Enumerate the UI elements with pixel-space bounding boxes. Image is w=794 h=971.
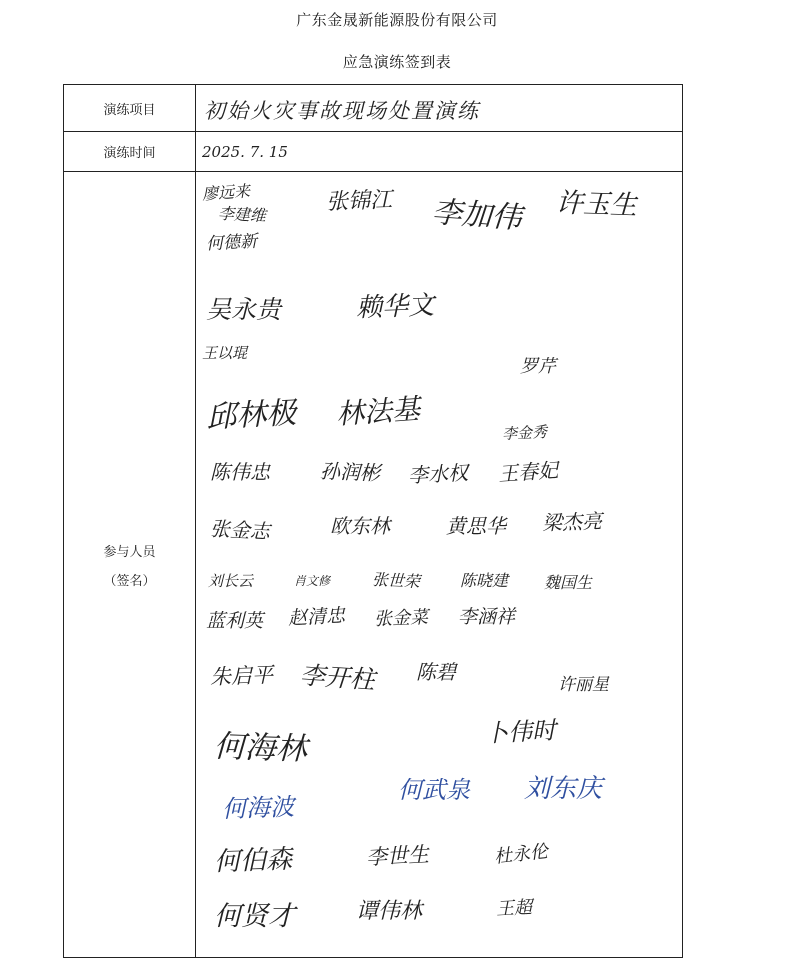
participant-signature: 何海林: [213, 728, 308, 768]
participant-signature: 张金菜: [373, 607, 429, 630]
participants-label-note: （签名）: [103, 573, 156, 589]
participant-signature: 谭伟林: [356, 899, 423, 924]
form-title: 应急演练签到表: [342, 53, 452, 71]
participant-signature: 张锦江: [325, 187, 393, 216]
participant-signature: 王以琨: [202, 344, 248, 362]
time-label: 演练时间: [103, 146, 156, 161]
participant-signature: 黄思华: [446, 514, 506, 538]
participant-signature: 李世生: [365, 842, 430, 870]
project-value: 初始火灾事故现场处置演练: [204, 99, 480, 123]
participant-signature: 杜永伦: [493, 841, 550, 868]
participant-signature: 肖文修: [294, 574, 331, 588]
participant-signature: 廖远来: [201, 181, 251, 204]
participant-signature: 李涵祥: [458, 606, 516, 628]
participant-signature: 李金秀: [501, 422, 548, 444]
participant-signature: 张世荣: [371, 569, 421, 592]
participant-signature: 魏国生: [544, 573, 593, 592]
project-label: 演练项目: [103, 102, 156, 118]
participant-signature: 刘东庆: [524, 774, 603, 804]
participants-label: 参与人员: [103, 544, 156, 560]
participant-signature: 何贤才: [214, 901, 295, 932]
participants-signature-cell: [196, 172, 682, 957]
time-value-cell: [196, 132, 682, 171]
participant-signature: 陈晓建: [460, 571, 509, 590]
participant-signature: 何德新: [205, 231, 258, 255]
time-label-cell: [64, 132, 196, 171]
project-label-cell: [64, 85, 196, 131]
participant-signature: 梁杰亮: [541, 508, 603, 536]
project-value-cell: [196, 85, 682, 131]
participant-signature: 李开柱: [298, 660, 376, 695]
time-value: 2025. 7. 15: [202, 143, 288, 161]
participant-signature: 邱林极: [205, 395, 298, 436]
participant-signature: 何武泉: [398, 776, 470, 804]
signature-area: [196, 172, 682, 957]
participant-signature: 朱启平: [209, 662, 274, 690]
project-row: [64, 85, 682, 132]
company-name: 广东金晟新能源股份有限公司: [296, 11, 498, 29]
participant-signature: 蓝利英: [206, 610, 264, 632]
participant-signature: 卜伟时: [483, 716, 557, 748]
participant-signature: 李建维: [217, 203, 267, 226]
participant-signature: 欧东林: [330, 514, 390, 538]
participant-signature: 许玉生: [555, 187, 638, 222]
participant-signature: 张金志: [209, 516, 271, 544]
sign-in-table: [63, 84, 683, 958]
participants-row: [64, 172, 682, 957]
participant-signature: 何海波: [221, 792, 295, 824]
participant-signature: 何伯森: [213, 844, 293, 878]
participant-signature: 赵清忠: [287, 604, 346, 630]
participant-signature: 赖华文: [355, 290, 435, 324]
participant-signature: 许丽星: [558, 675, 609, 695]
participant-signature: 李水权: [407, 460, 469, 488]
participant-signature: 陈碧: [416, 660, 456, 684]
participant-signature: 林法基: [335, 392, 422, 431]
participant-signature: 王超: [495, 897, 533, 920]
participants-label-cell: [64, 172, 196, 957]
time-row: [64, 132, 682, 172]
participant-signature: 王春妃: [497, 457, 559, 487]
participant-signature: 李加伟: [430, 194, 523, 237]
participant-signature: 吴永贵: [206, 295, 282, 324]
participant-signature: 罗芹: [520, 356, 556, 377]
participant-signature: 孙润彬: [319, 458, 381, 486]
participant-signature: 刘长云: [208, 572, 254, 590]
participant-signature: 陈伟忠: [210, 460, 270, 484]
